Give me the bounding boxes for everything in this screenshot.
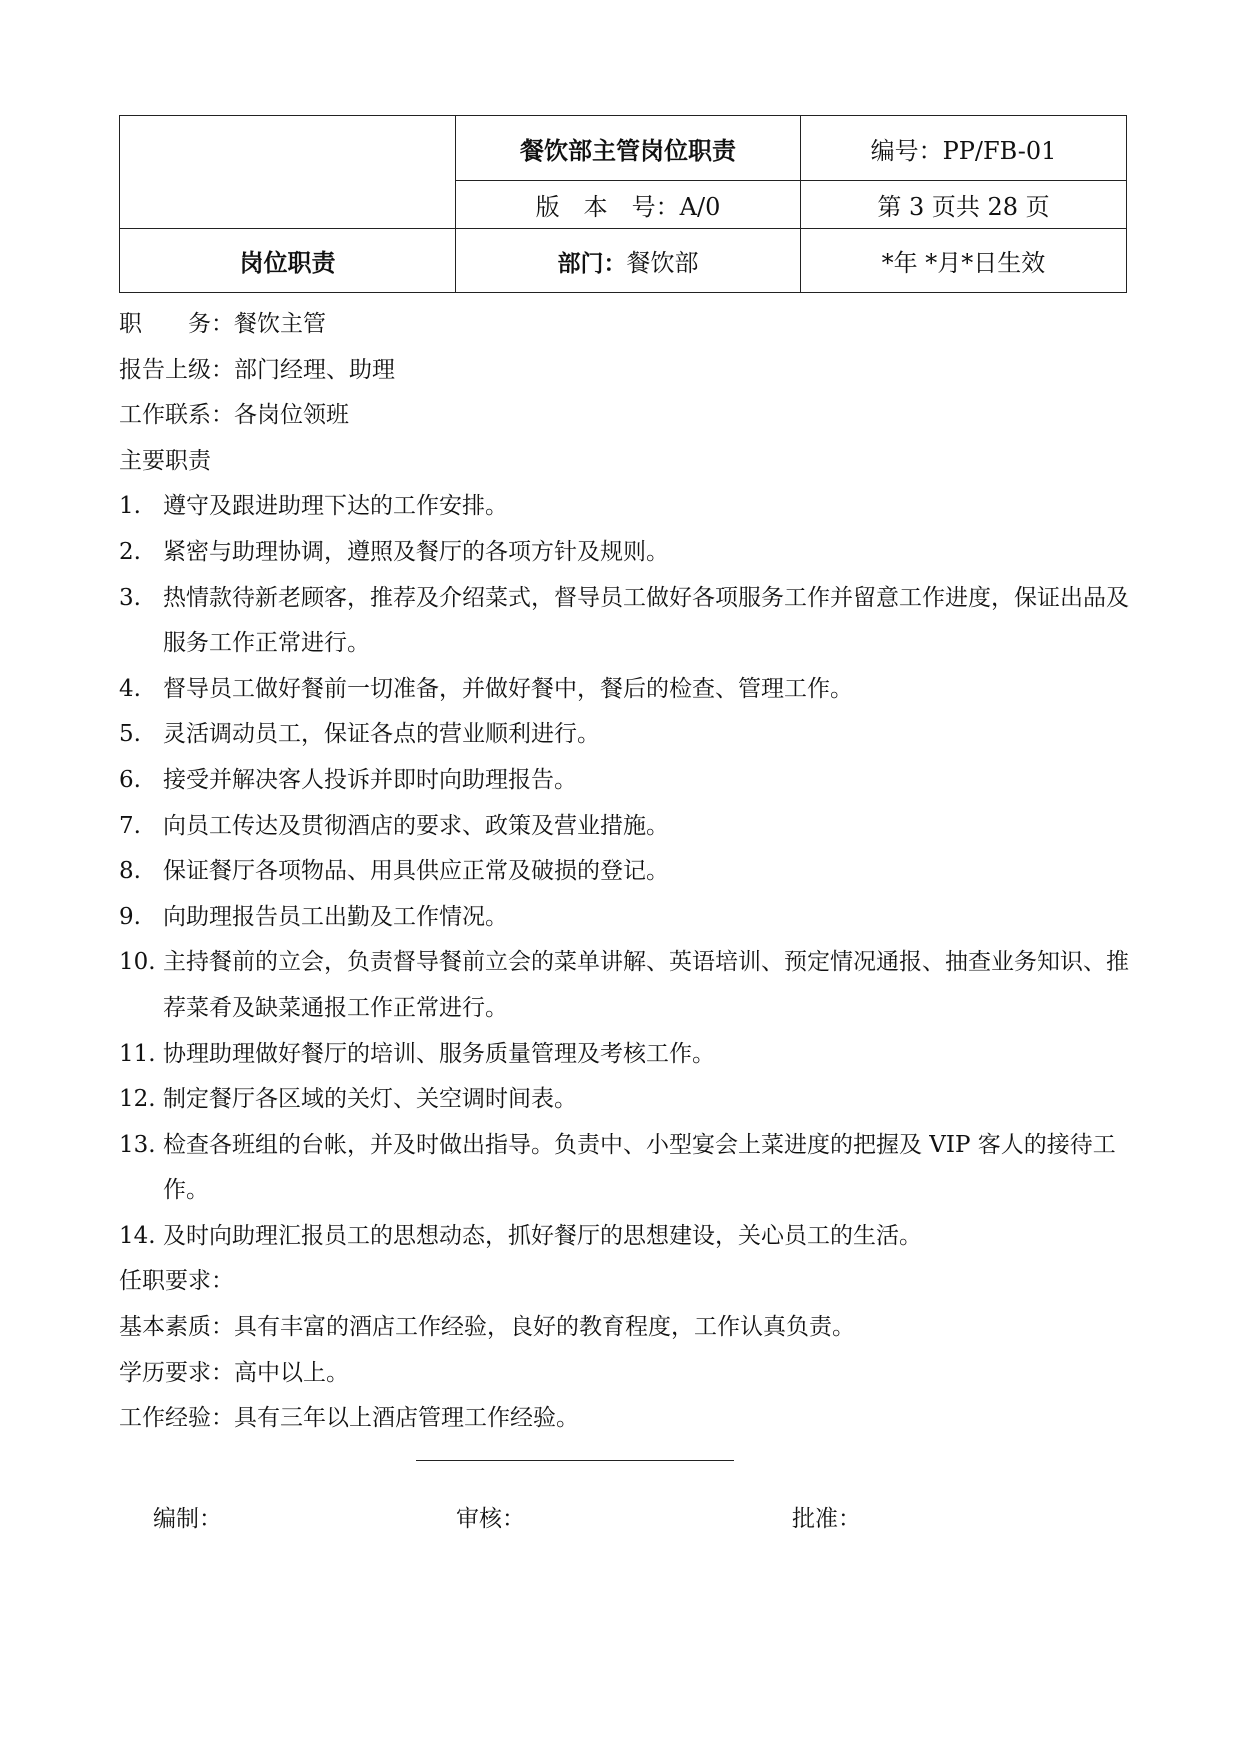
duty-item (119, 667, 1129, 713)
duty-item (119, 804, 1129, 850)
duty-number: 11. (119, 1040, 156, 1067)
duty-number: 10. (119, 949, 156, 976)
duty-text: 遵守及跟进助理下达的工作安排。 (163, 493, 508, 520)
duty-item (119, 1032, 1129, 1078)
duties-list (119, 484, 1129, 1259)
document-body (119, 302, 1129, 1442)
document-version: 版 本 号：A/0 (456, 181, 801, 229)
signature-divider (416, 1460, 734, 1461)
approved-by-label: 批准： (792, 1506, 861, 1532)
requirement-experience: 工作经验：具有三年以上酒店管理工作经验。 (119, 1405, 579, 1432)
reviewed-by-label: 审核： (456, 1506, 525, 1532)
duty-text: 协理助理做好餐厅的培训、服务质量管理及考核工作。 (163, 1040, 715, 1067)
duty-number: 8. (119, 858, 141, 885)
duty-text: 灵活调动员工，保证各点的营业顺利进行。 (163, 721, 600, 748)
duty-number: 3. (119, 584, 141, 611)
duty-text: 督导员工做好餐前一切准备，并做好餐中，餐后的检查、管理工作。 (163, 675, 853, 702)
page-number: 第 3 页共 28 页 (801, 181, 1127, 229)
duty-number: 4. (119, 675, 141, 702)
duty-item (119, 1123, 1129, 1214)
duty-number: 7. (119, 812, 141, 839)
duty-number: 12. (119, 1086, 156, 1113)
logo-cell (120, 116, 456, 229)
duties-heading: 主要职责 (119, 447, 211, 474)
requirement-education: 学历要求：高中以上。 (119, 1359, 349, 1386)
requirements-heading: 任职要求： (119, 1268, 234, 1295)
requirement-quality: 基本素质：具有丰富的酒店工作经验，良好的教育程度，工作认真负责。 (119, 1314, 855, 1341)
duty-item (119, 940, 1129, 1031)
document-title: 餐饮部主管岗位职责 (456, 116, 801, 181)
duty-number: 2. (119, 538, 141, 565)
duty-number: 9. (119, 903, 141, 930)
duty-item (119, 758, 1129, 804)
duty-text: 及时向助理汇报员工的思想动态，抓好餐厅的思想建设，关心员工的生活。 (163, 1222, 922, 1249)
department-cell (456, 229, 801, 293)
duty-item (119, 712, 1129, 758)
duty-item (119, 1214, 1129, 1260)
prepared-by-label: 编制： (153, 1506, 222, 1532)
duty-text: 主持餐前的立会，负责督导餐前立会的菜单讲解、英语培训、预定情况通报、抽查业务知识、推荐菜肴及缺菜通报工作正常进行。 (163, 949, 1129, 1021)
section-title: 岗位职责 (120, 229, 456, 293)
duty-item (119, 1077, 1129, 1123)
document-header-table (119, 115, 1127, 293)
duty-text: 保证餐厅各项物品、用具供应正常及破损的登记。 (163, 858, 669, 885)
reports-to-line: 报告上级：部门经理、助理 (119, 356, 395, 383)
duty-item (119, 530, 1129, 576)
duty-item (119, 484, 1129, 530)
duty-text: 紧密与助理协调，遵照及餐厅的各项方针及规则。 (163, 538, 669, 565)
duty-number: 6. (119, 766, 141, 793)
duty-item (119, 895, 1129, 941)
duty-number: 14. (119, 1222, 156, 1249)
duty-text: 热情款待新老顾客，推荐及介绍菜式，督导员工做好各项服务工作并留意工作进度，保证出品及服务工作正常进行。 (163, 584, 1129, 657)
department-value: 餐饮部 (626, 249, 699, 277)
duty-number: 13. (119, 1131, 156, 1158)
duty-text: 向助理报告员工出勤及工作情况。 (163, 903, 508, 930)
duty-text: 向员工传达及贯彻酒店的要求、政策及营业措施。 (163, 812, 669, 839)
duty-item (119, 849, 1129, 895)
duty-text: 制定餐厅各区域的关灯、关空调时间表。 (163, 1086, 577, 1113)
duty-number: 1. (119, 493, 141, 520)
effective-date: *年 *月*日生效 (801, 229, 1127, 293)
duty-text: 检查各班组的台帐，并及时做出指导。负责中、小型宴会上菜进度的把握及 VIP 客人的接待工作。 (163, 1131, 1116, 1204)
contacts-line: 工作联系：各岗位领班 (119, 402, 349, 429)
duty-number: 5. (119, 721, 141, 748)
position-line: 职 务：餐饮主管 (119, 311, 326, 337)
duty-item (119, 576, 1129, 667)
duty-text: 接受并解决客人投诉并即时向助理报告。 (163, 766, 577, 793)
document-code: 编号：PP/FB-01 (801, 116, 1127, 181)
department-label: 部门： (557, 251, 627, 277)
